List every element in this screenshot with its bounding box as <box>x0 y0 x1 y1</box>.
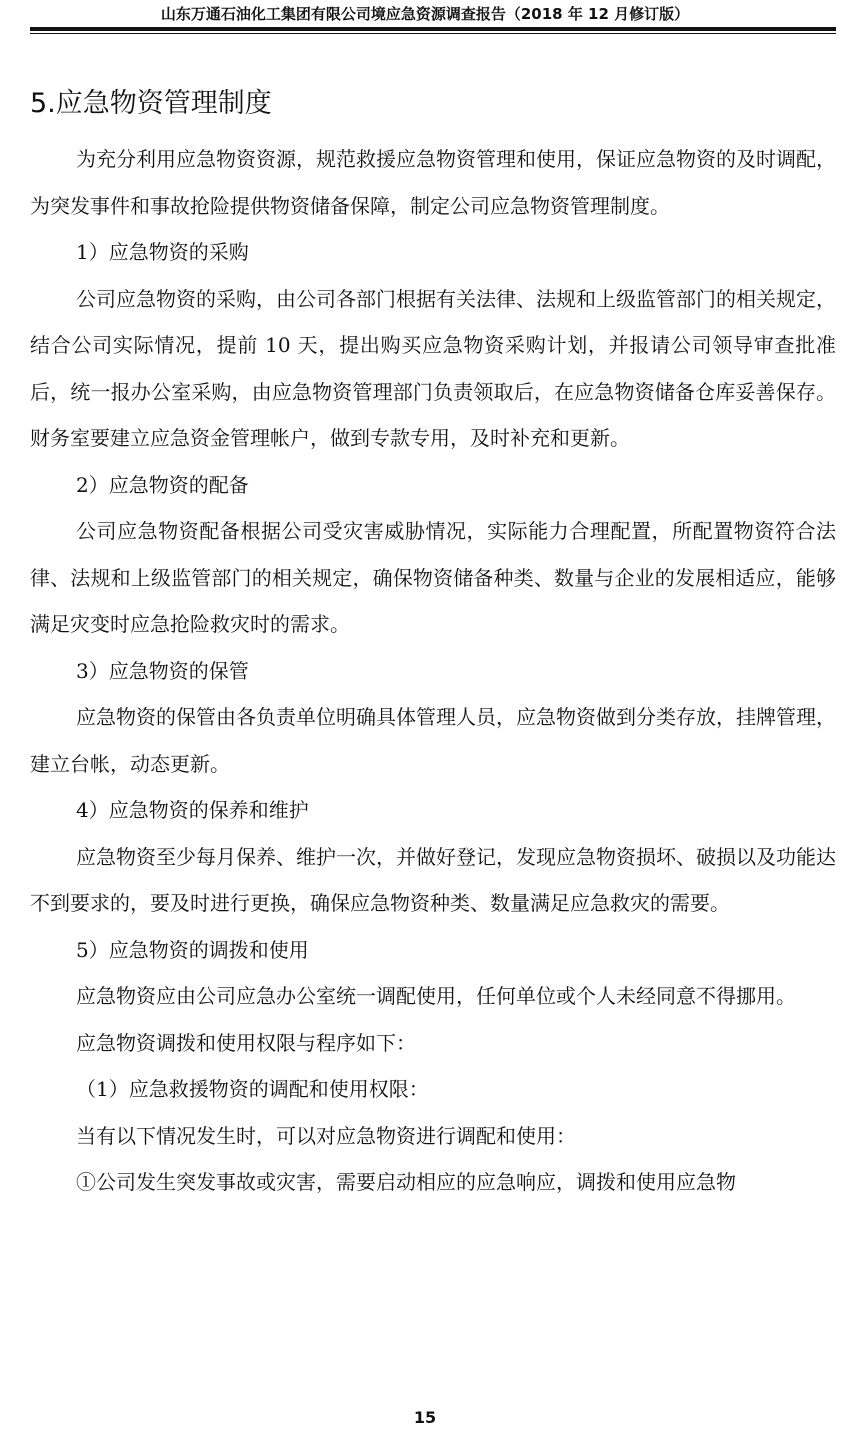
intro-paragraph: 为充分利用应急物资资源，规范救援应急物资管理和使用，保证应急物资的及时调配，为突发事件和事故抢险提供物资储备保障，制定公司应急物资管理制度。 <box>30 147 836 218</box>
header-rule-thick <box>30 27 836 31</box>
case-1-paragraph: ①公司发生突发事故或灾害，需要启动相应的应急响应，调拨和使用应急物 <box>76 1170 736 1194</box>
item-body-dispatch: 应急物资应由公司应急办公室统一调配使用，任何单位或个人未经同意不得挪用。 <box>76 984 796 1008</box>
item-body-allocation: 公司应急物资配备根据公司受灾害威胁情况，实际能力合理配置，所配置物资符合法律、法规和上级监管部门的相关规定，确保物资储备种类、数量与企业的发展相适应，能够满足灾变时应急抢险救灾时的需求。 <box>30 519 836 636</box>
sub-intro-conditions: 当有以下情况发生时，可以对应急物资进行调配和使用： <box>76 1123 576 1148</box>
page-number: 15 <box>413 1408 437 1427</box>
item-body-procurement: 公司应急物资的采购，由公司各部门根据有关法律、法规和上级监管部门的相关规定，结合公司实际情况，提前 10 天，提出购买应急物资采购计划，并报请公司领导审查批准后，统一报办公室采购，由应急物资管理部门负责领取后，在应急物资储备仓库妥善保存。财务室要建立应急资金管理帐户，做到专款专用，及时补充和更新。 <box>30 286 836 450</box>
item-body-maintenance: 应急物资至少每月保养、维护一次，并做好登记，发现应急物资损坏、破损以及功能达不到要求的，要及时进行更换，确保应急物资种类、数量满足应急救灾的需要。 <box>30 844 836 915</box>
item-heading-procurement: 1）应急物资的采购 <box>76 240 249 264</box>
header-rule-thin <box>30 33 836 34</box>
procedure-intro: 应急物资调拨和使用权限与程序如下： <box>76 1030 416 1055</box>
sub-heading-authority: （1）应急救援物资的调配和使用权限： <box>76 1077 429 1101</box>
item-body-custody: 应急物资的保管由各负责单位明确具体管理人员，应急物资做到分类存放，挂牌管理，建立台帐，动态更新。 <box>30 705 836 776</box>
section-title: 5.应急物资管理制度 <box>30 88 272 119</box>
item-heading-maintenance: 4）应急物资的保养和维护 <box>76 798 309 822</box>
document-body <box>30 86 836 1206</box>
item-heading-dispatch: 5）应急物资的调拨和使用 <box>76 937 309 962</box>
item-heading-custody: 3）应急物资的保管 <box>76 658 249 683</box>
running-header: 山东万通石油化工集团有限公司境应急资源调查报告（2018 年 12 月修订版） <box>160 5 690 23</box>
item-heading-allocation: 2）应急物资的配备 <box>76 472 249 497</box>
